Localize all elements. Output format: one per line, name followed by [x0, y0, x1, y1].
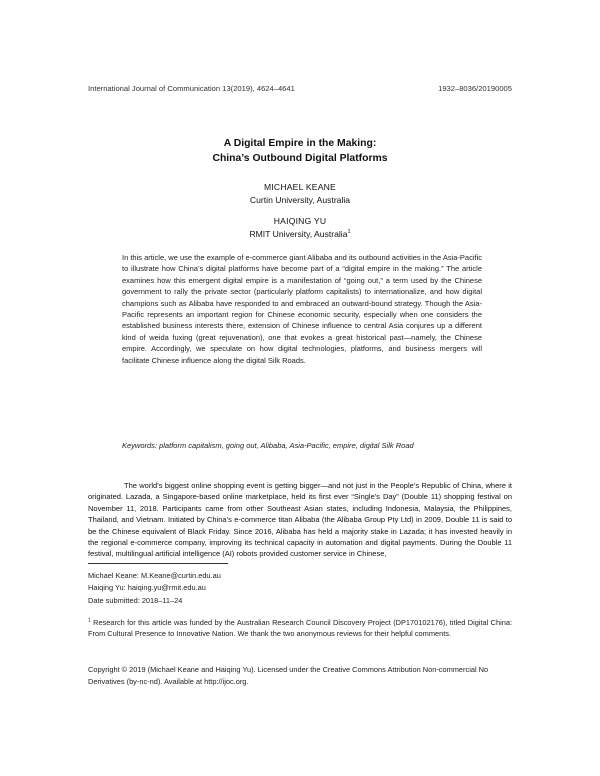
running-header [88, 84, 512, 93]
body-paragraph: The world’s biggest online shopping event is getting bigger—and not just in the People’s Republic of China, where it originated. Lazada, a Singapore-based online marketplace, held its first ever “Single’s Day” (Double 11) shopping festival on November 11, 2018. Participants came from other Southeast Asian states, including Indonesia, Malaysia, the Philippines, Thailand, and Vietnam. Initiated by China’s e-commerce titan Alibaba (the Alibaba Group Pty Ltd) in 2009, Double 11 is said to be the Chinese equivalent of Black Friday. Since 2016, Alibaba has held a majority stake in Lazada; it has invested heavily in the regional e-commerce company, improving its technical capacity in automation and digital payments. During the Double 11 festival, multilingual artificial intelligence (AI) robots provided customer service in Chinese, [88, 481, 512, 559]
footnote-number: 1 [88, 617, 91, 624]
footnote-divider [88, 563, 228, 564]
author-affiliation: Curtin University, Australia [249, 195, 351, 205]
keywords: Keywords: platform capitalism, going out, Alibaba, Asia-Pacific, empire, digital Silk Road [122, 441, 414, 450]
journal-citation: International Journal of Communication 13(2019), 4624–4641 [88, 84, 295, 93]
author-block-2 [0, 215, 600, 241]
author-block-1 [0, 181, 600, 207]
contact-line: Michael Keane: M.Keane@curtin.edu.au [88, 571, 221, 580]
footnote-text: Research for this article was funded by the Australian Research Council Discovery Project (DP170102176), titled Digital China: From Cultural Presence to Innovative Nation. We thank the two anonymous reviews for their helpful comments. [88, 618, 512, 639]
author-affiliation: RMIT University, Australia [249, 229, 348, 239]
footnote-marker[interactable]: 1 [347, 229, 351, 236]
title-line-1: A Digital Empire in the Making: [223, 138, 377, 149]
author-name: MICHAEL KEANE [263, 182, 336, 192]
article-title [0, 136, 600, 166]
submission-date: Date submitted: 2018–11–24 [88, 595, 183, 605]
author-contacts [88, 570, 221, 607]
issn: 1932–8036/20190005 [438, 84, 512, 93]
author-affiliation-line [0, 228, 600, 241]
title-line-2: China’s Outbound Digital Platforms [212, 153, 388, 164]
contact-line: Haiqing Yu: haiqing.yu@rmit.edu.au [88, 583, 206, 593]
copyright-notice: Copyright © 2019 (Michael Keane and Haiqing Yu). Licensed under the Creative Commons Attribution Non-commercial No Derivatives (by-nc-nd). Available at http://ijoc.org. [88, 665, 489, 686]
footnote [88, 617, 512, 640]
abstract: In this article, we use the example of e-commerce giant Alibaba and its outbound activities in the Asia-Pacific to illustrate how China’s digital platforms have become part of a “digital empire in the making.” The article examines how this emergent digital empire is a manifestation of “going out,” a term used by the Chinese government to rally the private sector (particularly platform capitalists) to internationalize, and how digital champions such as Alibaba have responded to and embraced an outward-bound strategy. Though the Asia-Pacific represents an important region for Chinese economic security, especially when one considers the established business interests there, extension of Chinese influence to central Asia conjures up a different kind of weida fuxing (great rejuvenation), one that evokes a great historical past—namely, the Chinese empire. Accordingly, we speculate on how digital technologies, platforms, and business mergers will facilitate Chinese influence along the digital Silk Roads. [122, 253, 482, 365]
author-name: HAIQING YU [273, 216, 327, 226]
